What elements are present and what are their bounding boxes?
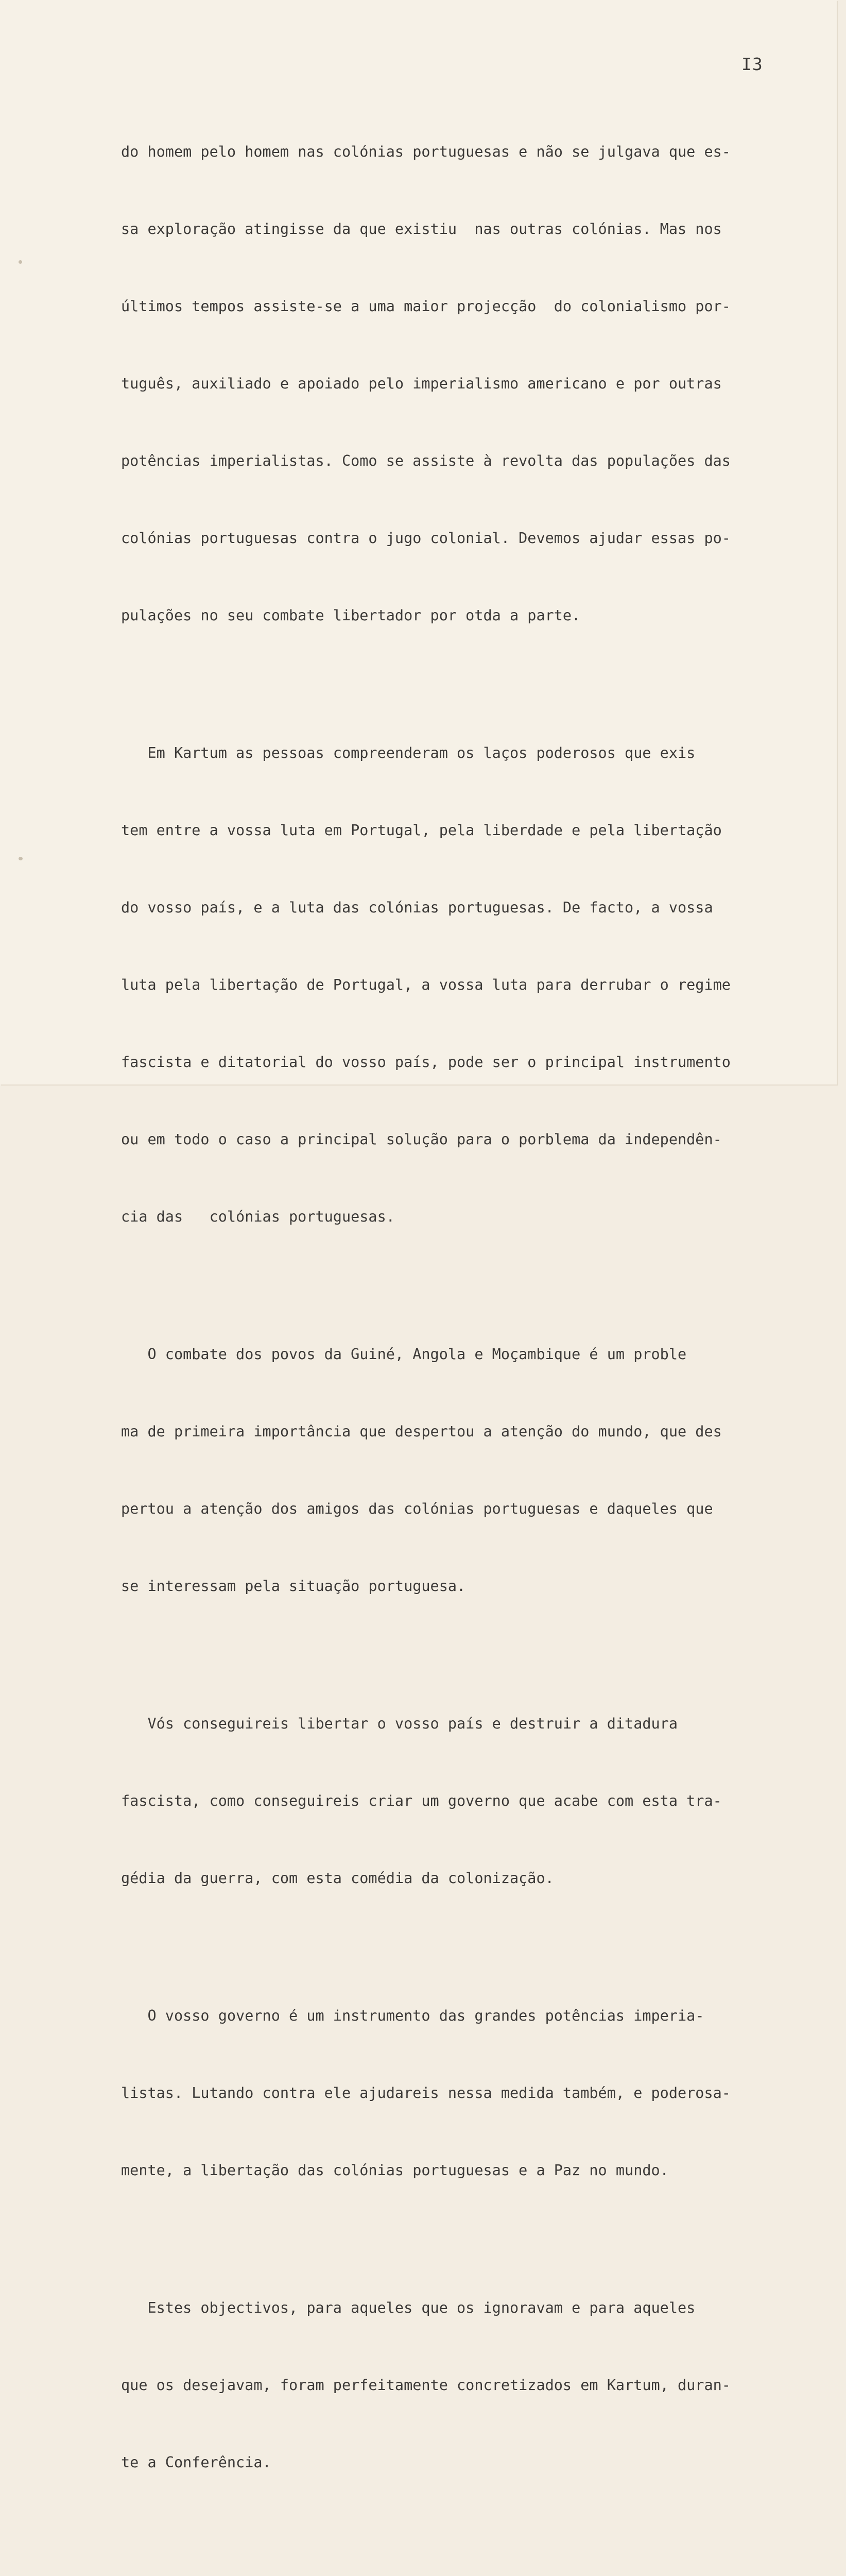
text-line: Em Kartum as pessoas compreenderam os laços poderosos que exis — [121, 744, 696, 761]
text-line: mente, a libertação das colónias portuguesas e a Paz no mundo. — [121, 2162, 669, 2179]
text-line: fascista e ditatorial do vosso país, pode ser o principal instrumento — [121, 1054, 731, 1071]
paragraph-2 — [121, 689, 819, 1281]
text-line: O combate dos povos da Guiné, Angola e Moçambique é um proble — [121, 1346, 687, 1363]
text-line: tem entre a vossa luta em Portugal, pela liberdade e pela libertação — [121, 822, 722, 839]
text-line: ou em todo o caso a principal solução para o porblema da independên- — [121, 1131, 722, 1148]
page-number: I3 — [741, 54, 763, 74]
text-line: listas. Lutando contra ele ajudareis nessa medida também, e poderosa- — [121, 2084, 731, 2102]
text-line: colónias portuguesas contra o jugo colonial. Devemos ajudar essas po- — [121, 530, 731, 547]
text-line: se interessam pela situação portuguesa. — [121, 1578, 466, 1595]
text-line: fascista, como conseguireis criar um governo que acabe com esta tra- — [121, 1792, 722, 1809]
paragraph-3 — [121, 1290, 819, 1651]
text-line: sa exploração atingisse da que existiu nas outras colónias. Mas nos — [121, 221, 722, 238]
paper-blemish — [19, 857, 23, 860]
text-line: pulações no seu combate libertador por otda a parte. — [121, 607, 581, 624]
text-line: te a Conferência. — [121, 2454, 271, 2471]
text-line: pertou a atenção dos amigos das colónias portuguesas e daqueles que — [121, 1500, 713, 1517]
text-line: Vós conseguireis libertar o vosso país e destruir a ditadura — [121, 1715, 678, 1732]
text-line: potências imperialistas. Como se assiste à revolta das populações das — [121, 452, 731, 469]
text-line: ma de primeira importância que despertou a atenção do mundo, que des — [121, 1423, 722, 1440]
text-line: Estes objectivos, para aqueles que os ignoravam e para aqueles — [121, 2299, 696, 2316]
text-line: O vosso governo é um instrumento das grandes potências imperia- — [121, 2007, 704, 2024]
text-line: gédia da guerra, com esta comédia da colonização. — [121, 1870, 554, 1887]
paragraph-7 — [121, 2536, 819, 2576]
text-line: do vosso país, e a luta das colónias portuguesas. De facto, a vossa — [121, 899, 713, 916]
paragraph-4 — [121, 1659, 819, 1943]
text-line: tuguês, auxiliado e apoiado pelo imperialismo americano e por outras — [121, 375, 722, 392]
text-line: últimos tempos assiste-se a uma maior projecção do colonialismo por- — [121, 298, 731, 315]
paper-blemish — [19, 260, 22, 264]
text-line: cia das colónias portuguesas. — [121, 1208, 395, 1225]
text-line: do homem pelo homem nas colónias portuguesas e não se julgava que es- — [121, 143, 731, 160]
text-line: que os desejavam, foram perfeitamente concretizados em Kartum, duran- — [121, 2377, 731, 2394]
paragraph-6 — [121, 2244, 819, 2527]
document-body — [121, 88, 819, 2576]
paragraph-5 — [121, 1952, 819, 2235]
text-line: luta pela libertação de Portugal, a vossa luta para derrubar o regime — [121, 976, 731, 993]
paragraph-1 — [121, 88, 819, 680]
